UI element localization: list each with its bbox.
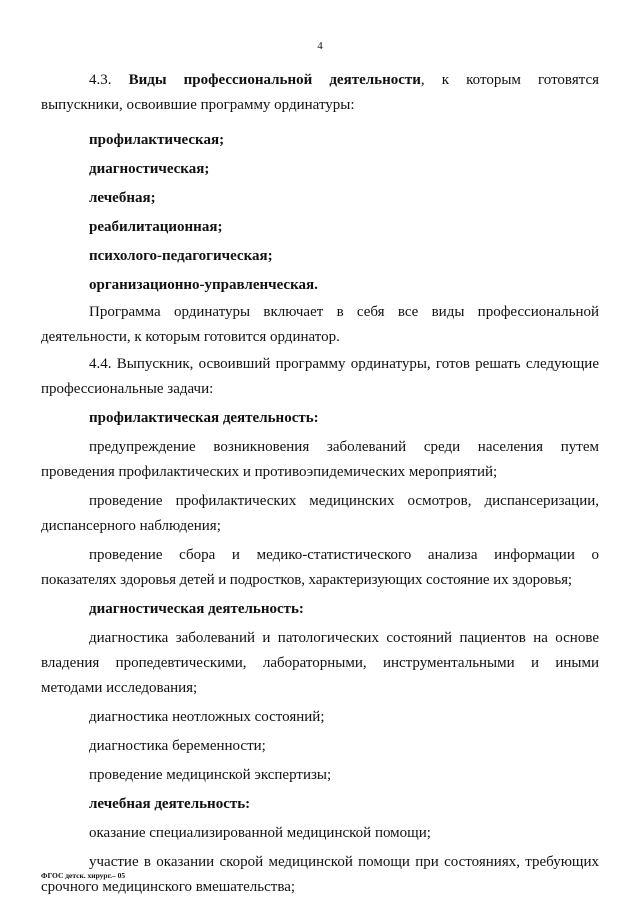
diagnostic-p1-line3: методами исследования; [41, 680, 198, 696]
prophylactic-p3-line1: проведение сбора и медико-статистического анализа информации о [89, 547, 599, 563]
program-text-line2: деятельности, к которым готовится ординатор. [41, 329, 340, 345]
diagnostic-p1-line2: владения пропедевтическими, лабораторными, инструментальными и иными [41, 655, 599, 671]
page-number: 4 [317, 40, 323, 52]
activity-types-list [41, 128, 599, 298]
diagnostic-p1-line1: диагностика заболеваний и патологических состояний пациентов на основе [89, 630, 599, 646]
section-4-4-line1: 4.4. Выпускник, освоивший программу ординатуры, готов решать следующие [89, 356, 599, 372]
section-4-3-number: 4.3. [89, 72, 112, 88]
diagnostic-p2: диагностика неотложных состояний; [89, 709, 325, 725]
section-4-3-rest: , к которым готовятся [420, 72, 600, 88]
diagnostic-heading: диагностическая деятельность: [89, 601, 304, 617]
activity-type-item: профилактическая; [89, 132, 225, 148]
section-4-4-line2: профессиональные задачи: [41, 381, 214, 397]
document-body [41, 68, 599, 900]
activity-type-item: реабилитационная; [89, 219, 223, 235]
section-4-3-line1 [41, 68, 599, 93]
treatment-p1: оказание специализированной медицинской помощи; [89, 825, 431, 841]
section-4-3-line2: выпускники, освоившие программу ординатуры: [41, 97, 355, 113]
activity-type-item: диагностическая; [89, 161, 210, 177]
treatment-p2-line2: срочного медицинского вмешательства; [41, 879, 296, 895]
activity-type-item: лечебная; [89, 190, 156, 206]
prophylactic-p3-line2: показателях здоровья детей и подростков, характеризующих состояние их здоровья; [41, 572, 572, 588]
prophylactic-p1-line1: предупреждение возникновения заболеваний среди населения путем [89, 439, 599, 455]
prophylactic-p2-line2: диспансерного наблюдения; [41, 518, 221, 534]
prophylactic-p2-line1: проведение профилактических медицинских осмотров, диспансеризации, [89, 493, 599, 509]
treatment-heading: лечебная деятельность: [89, 796, 251, 812]
footer-code: ФГОС детск. хирург.– 05 [41, 871, 126, 880]
section-4-3-title: Виды профессиональной деятельности [128, 72, 421, 88]
diagnostic-p4: проведение медицинской экспертизы; [89, 767, 332, 783]
activity-type-item: организационно-управленческая. [89, 277, 318, 293]
diagnostic-p3: диагностика беременности; [89, 738, 266, 754]
treatment-p2-line1: участие в оказании скорой медицинской помощи при состояниях, требующих [89, 854, 599, 870]
prophylactic-p1-line2: проведения профилактических и противоэпидемических мероприятий; [41, 464, 498, 480]
program-text-line1: Программа ординатуры включает в себя все виды профессиональной [89, 304, 599, 320]
activity-type-item: психолого-педагогическая; [89, 248, 273, 264]
prophylactic-heading: профилактическая деятельность: [89, 410, 319, 426]
